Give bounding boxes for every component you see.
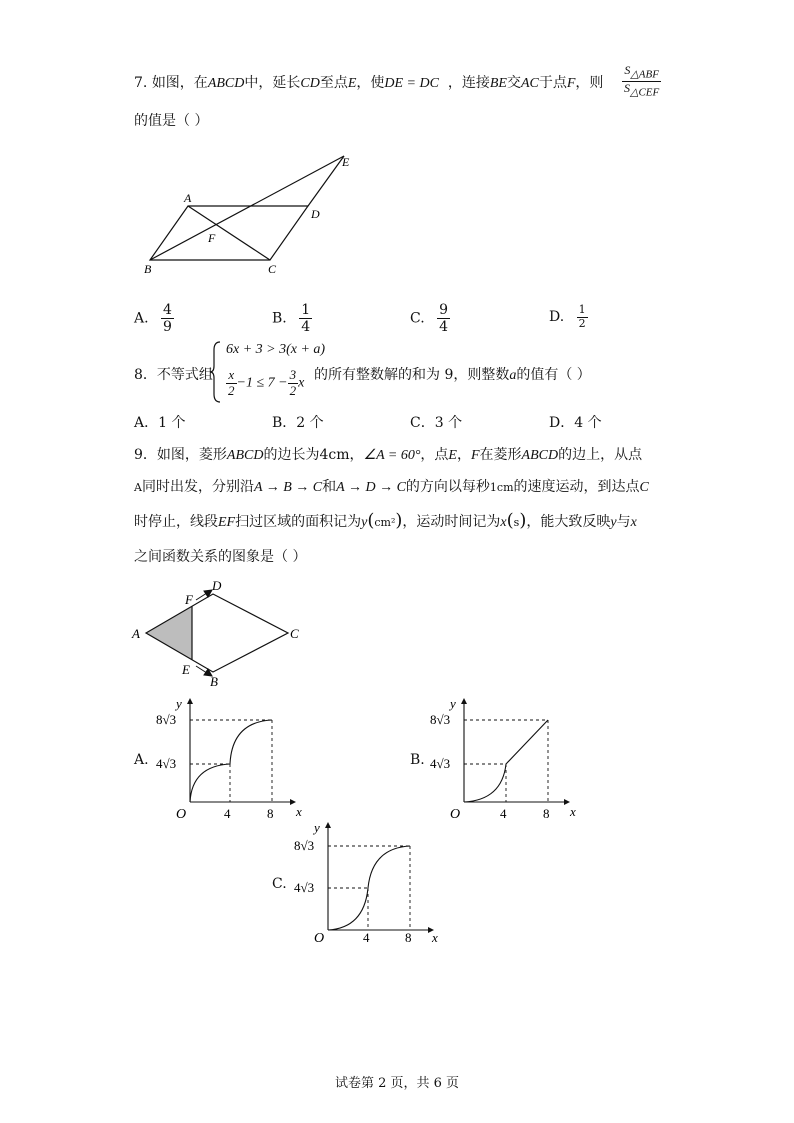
q9-option-c-letter[interactable]: C.: [272, 876, 287, 892]
q9-text: 的方向以每秒: [405, 479, 490, 495]
inequality-text: x: [298, 375, 305, 391]
q7-text: 如图，在: [151, 75, 208, 91]
label-a: A: [132, 626, 140, 641]
q9-text: 和: [322, 479, 337, 495]
y-axis-label: y: [314, 820, 320, 835]
q9-text: 同时出发，分别沿: [141, 479, 254, 495]
q9-text: 的速度运动，到达点: [513, 479, 640, 495]
label-e: E: [182, 662, 190, 677]
q9-line1: [134, 444, 642, 464]
q9-text: ，能大致反映: [526, 514, 611, 530]
option-letter: B.: [272, 310, 287, 327]
label-d: D: [311, 207, 320, 221]
triangle-subscript: △CEF: [630, 86, 660, 99]
unit: cm²: [374, 516, 396, 529]
q8-number: 8．不等式组: [134, 367, 213, 383]
x-axis-label: x: [432, 930, 438, 944]
option-text: 3 个: [434, 415, 463, 431]
q7-text: 于点: [538, 75, 567, 91]
q9-line3: 时停止，线段EF扫过区域的面积记为y(cm²)，运动时间记为x(s)，能大致反映y与x: [134, 510, 637, 531]
q7-text: 交: [506, 75, 521, 91]
curve: [190, 720, 272, 802]
tick-label: 8√3: [294, 838, 315, 853]
x-axis-label: x: [570, 804, 576, 819]
tick-label: 4√3: [294, 880, 315, 895]
area-symbol: S: [624, 63, 631, 77]
q7-stem-line1: [134, 72, 603, 92]
q7-option-c[interactable]: [410, 302, 450, 335]
variable: y: [361, 515, 368, 530]
q9-text: 9．如图，菱形: [134, 447, 227, 463]
system-brace-icon: [210, 340, 222, 404]
tick-label: 4: [224, 806, 231, 821]
q8-text: 的值有（ ）: [516, 367, 591, 383]
q8-text: 的所有整数解的和为 9，则整数: [314, 367, 510, 383]
q9-text: ，: [349, 447, 364, 463]
tick-label: 8: [267, 806, 274, 821]
point-label: C: [639, 480, 649, 495]
label-c: C: [268, 262, 277, 276]
tick-label: 8: [405, 930, 412, 944]
shaded-region: [146, 606, 192, 660]
point-label: F: [566, 76, 576, 91]
q9-option-a-letter[interactable]: A.: [134, 752, 149, 768]
area-symbol: S: [624, 81, 630, 96]
segment-label: CD: [300, 76, 320, 91]
label-c: C: [290, 626, 299, 641]
option-letter: C.: [410, 310, 425, 327]
label-f: F: [208, 231, 216, 245]
numerator: 1: [301, 302, 311, 318]
q8-option-d[interactable]: [549, 412, 602, 432]
label-f: F: [185, 592, 193, 607]
point-label: E: [347, 76, 357, 91]
rhombus-label: ABCD: [521, 448, 559, 463]
numerator: 4: [163, 302, 172, 318]
q9-text: 的边上，从点: [558, 447, 643, 463]
page-footer: 试卷第 2 页，共 6 页: [334, 1076, 460, 1091]
side-length: 4cm: [319, 447, 350, 463]
label-a: A: [184, 191, 192, 205]
q9-text: 与: [616, 514, 631, 530]
denominator: 9: [163, 319, 172, 336]
origin-label: O: [450, 807, 461, 822]
q7-figure: [140, 148, 370, 278]
origin-label: O: [176, 807, 187, 822]
y-arrow-icon: [461, 698, 467, 704]
q7-text: ，则: [575, 75, 604, 91]
tick-label: 4: [363, 930, 370, 944]
label-b: B: [210, 674, 218, 688]
q7-option-d[interactable]: [549, 304, 588, 330]
tick-label: 8: [543, 806, 550, 821]
speed: 1cm: [489, 481, 514, 494]
option-letter: C．: [410, 415, 435, 431]
variable: y: [610, 515, 617, 530]
option-letter: B．: [272, 415, 297, 431]
label-e: E: [342, 155, 350, 169]
label-b: B: [144, 262, 152, 276]
area-ratio: [622, 64, 661, 99]
segment-label: AC: [520, 76, 539, 91]
q7-number: 7.: [134, 75, 148, 91]
label-d: D: [212, 578, 222, 593]
variable: a: [509, 368, 517, 383]
q7-text: ，使: [356, 75, 385, 91]
inequality-1: 6x + 3 > 3(x + a): [226, 342, 326, 357]
option-letter: D.: [549, 309, 565, 326]
y-arrow-icon: [325, 822, 331, 828]
q9-text: 的边长为: [263, 447, 320, 463]
point-label: E: [448, 448, 457, 463]
segment-label: EF: [218, 515, 236, 530]
q9-option-b-graph[interactable]: [424, 696, 594, 822]
q9-line2: [134, 476, 649, 496]
q9-text: ，运动时间记为: [402, 514, 501, 530]
triangle-subscript: △ABF: [630, 68, 659, 81]
x-axis-label: x: [296, 804, 302, 819]
y-axis-label: y: [176, 696, 182, 711]
unit: s: [513, 516, 520, 529]
path: A → D → C: [336, 480, 406, 495]
inequality-text: −1 ≤ 7 −: [236, 375, 288, 391]
path: A → B → C: [253, 480, 323, 495]
numerator: x: [226, 368, 237, 384]
q9-option-b-letter[interactable]: B.: [410, 752, 425, 768]
q7-text: 中，延长: [244, 75, 301, 91]
segment-de: [308, 156, 344, 206]
tick-label: 4√3: [156, 756, 177, 771]
q9-option-c-graph[interactable]: [288, 818, 458, 944]
q9-text: 扫过区域的面积记为: [235, 514, 362, 530]
q8-option-b[interactable]: [272, 412, 324, 432]
option-text: 2 个: [296, 415, 324, 431]
point-label: A: [134, 481, 142, 494]
q8-option-c[interactable]: [410, 412, 462, 432]
parallelogram-label: ABCD: [207, 76, 245, 91]
y-axis-label: y: [450, 696, 456, 711]
inequality-2: [226, 368, 304, 399]
numerator: 1: [578, 303, 586, 316]
q9-rhombus-figure: [130, 578, 310, 688]
q9-option-a-graph[interactable]: [150, 696, 320, 822]
numerator: 9: [439, 302, 449, 318]
q8-stem: [314, 364, 591, 384]
q9-text: 时停止，线段: [134, 514, 218, 530]
q8-option-a[interactable]: [134, 412, 185, 432]
option-letter: A.: [134, 310, 149, 327]
tick-label: 4√3: [430, 756, 451, 771]
q9-line4: 之间函数关系的图象是（ ）: [134, 549, 307, 565]
y-arrow-icon: [187, 698, 193, 704]
q9-text: 在菱形: [479, 447, 522, 463]
option-text: 4 个: [574, 415, 602, 431]
denominator: 2: [228, 382, 235, 398]
q7-option-b[interactable]: [272, 302, 312, 335]
origin-label: O: [314, 931, 325, 944]
denominator: 4: [439, 319, 449, 336]
tick-label: 8√3: [156, 712, 177, 727]
option-letter: A．: [134, 415, 159, 431]
option-letter: D．: [549, 415, 575, 431]
denominator: 2: [578, 316, 586, 330]
q7-text: 至点: [319, 75, 348, 91]
q7-stem-line2: 的值是（ ）: [134, 113, 209, 129]
option-text: 1 个: [158, 415, 186, 431]
tick-label: 4: [500, 806, 507, 821]
q7-option-a[interactable]: [134, 302, 174, 335]
rhombus-label: ABCD: [226, 448, 264, 463]
equation: DE = DC: [384, 76, 439, 91]
segment-label: BE: [489, 76, 507, 91]
q9-text: ，点: [420, 447, 449, 463]
angle: ∠A = 60°: [363, 448, 421, 463]
denominator: 2: [289, 382, 297, 398]
q7-text: ，连接: [447, 75, 490, 91]
q9-text: ，: [456, 447, 471, 463]
denominator: 4: [301, 319, 311, 336]
variable: x: [500, 515, 507, 530]
tick-label: 8√3: [430, 712, 451, 727]
variable: x: [630, 515, 637, 530]
point-label: F: [470, 448, 480, 463]
numerator: 3: [289, 367, 297, 382]
